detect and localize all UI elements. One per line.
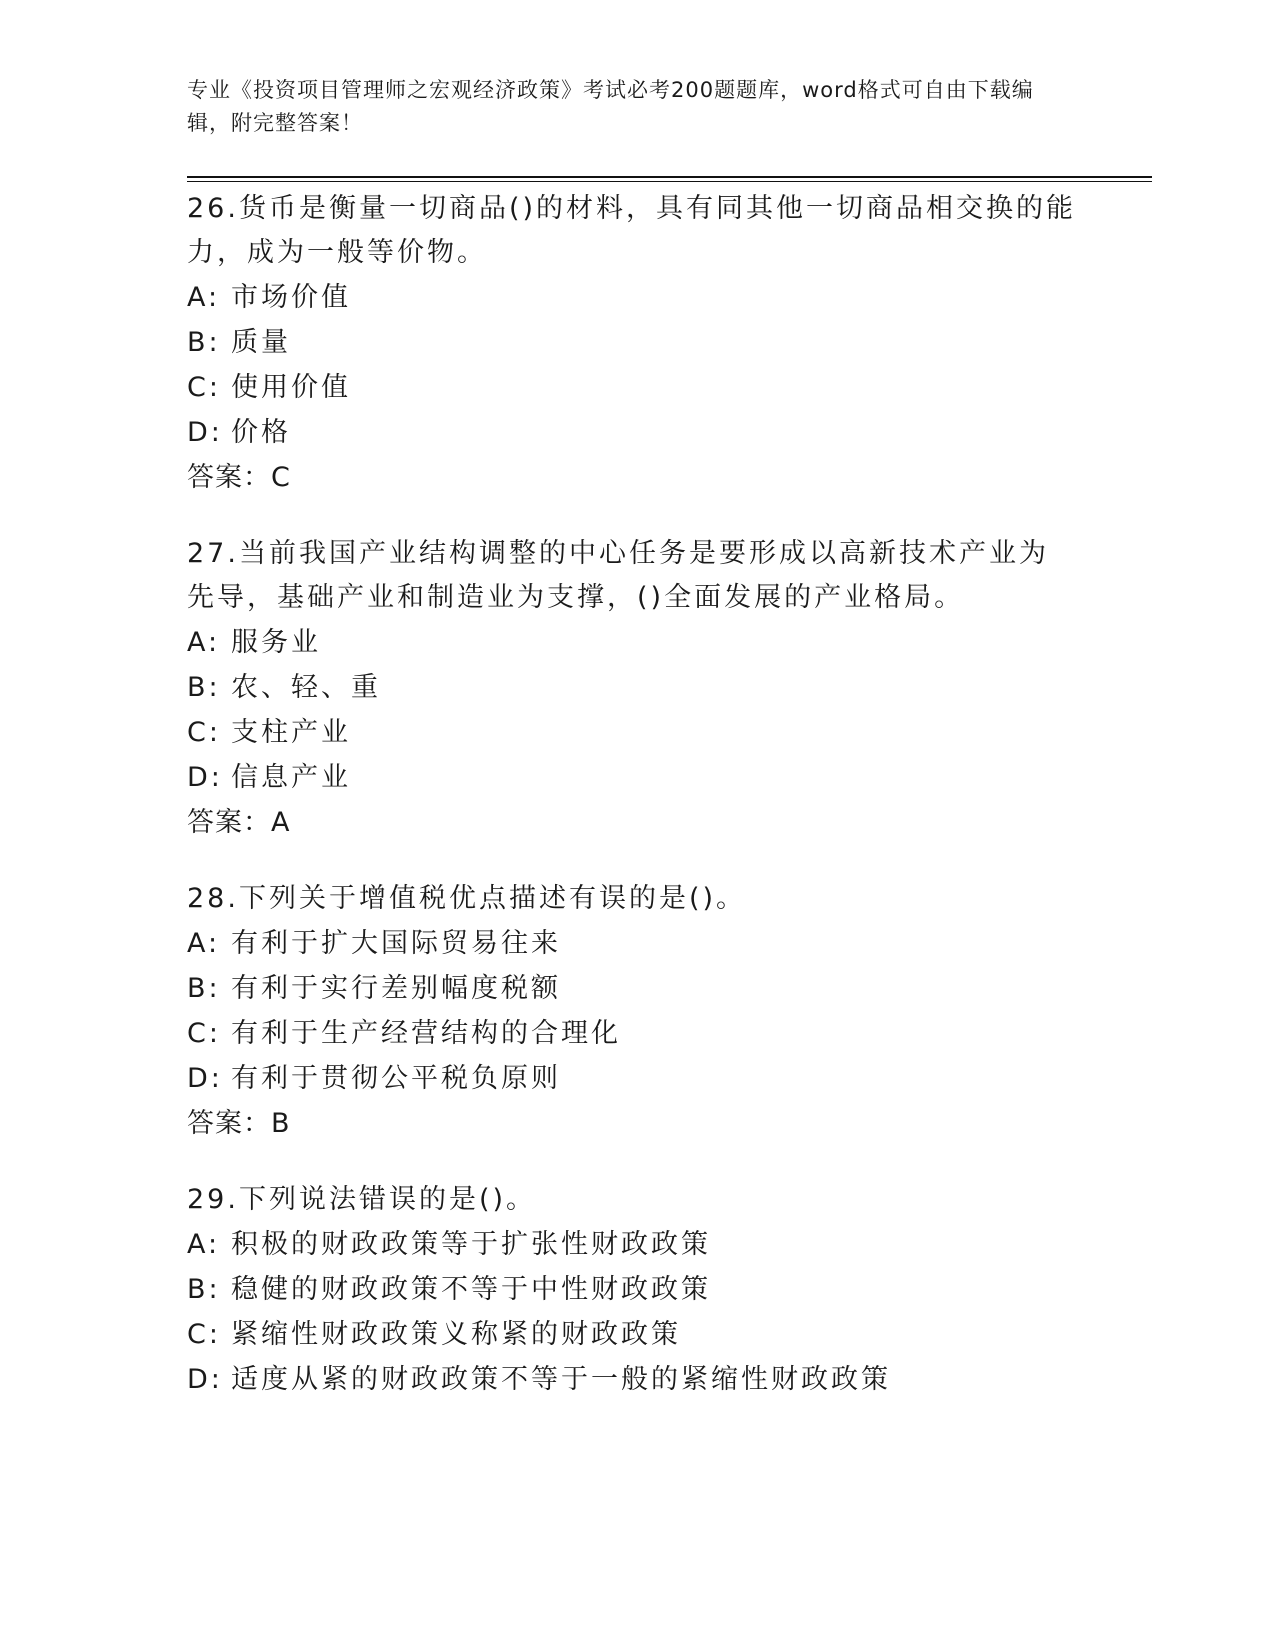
option-text: 质量 [231,327,291,358]
option-text: 有利于生产经营结构的合理化 [231,1018,621,1049]
option-key: D: [187,1063,223,1094]
option-c [187,1011,1152,1056]
option-d [187,755,1152,800]
answer-line [187,1101,1152,1146]
option-d [187,1357,1152,1402]
question-29 [187,1178,1152,1402]
answer-value: C [271,462,291,493]
question-list [187,187,1152,1434]
option-c [187,365,1152,410]
question-text: 29.下列说法错误的是()。 [187,1184,537,1215]
header-divider-thin [187,181,1152,182]
option-text: 支柱产业 [231,717,351,748]
option-a [187,275,1152,320]
option-key: C: [187,1319,221,1350]
option-b [187,665,1152,710]
answer-label: 答案： [187,1108,271,1139]
option-key: A: [187,282,221,313]
option-key: C: [187,372,221,403]
option-key: A: [187,627,221,658]
question-26 [187,187,1152,500]
option-text: 有利于贯彻公平税负原则 [231,1063,561,1094]
option-d [187,1056,1152,1101]
answer-value: A [271,807,291,838]
question-27 [187,532,1152,845]
question-28 [187,877,1152,1146]
option-text: 服务业 [231,627,321,658]
option-a [187,921,1152,966]
option-key: B: [187,1274,221,1305]
option-key: B: [187,672,221,703]
option-d [187,410,1152,455]
option-c [187,1312,1152,1357]
answer-label: 答案： [187,807,271,838]
question-text: 26.货币是衡量一切商品()的材料，具有同其他一切商品相交换的能力，成为一般等价物。 [187,193,1077,268]
option-text: 使用价值 [231,372,351,403]
option-text: 信息产业 [231,762,351,793]
option-key: C: [187,1018,221,1049]
option-key: D: [187,1364,223,1395]
option-text: 有利于扩大国际贸易往来 [231,928,561,959]
option-b [187,966,1152,1011]
option-a [187,1222,1152,1267]
option-b [187,320,1152,365]
header-divider-thick [187,176,1152,178]
option-key: C: [187,717,221,748]
option-key: A: [187,1229,221,1260]
option-c [187,710,1152,755]
option-key: D: [187,762,223,793]
answer-label: 答案： [187,462,271,493]
option-a [187,620,1152,665]
option-key: B: [187,973,221,1004]
answer-line [187,800,1152,845]
option-text: 积极的财政政策等于扩张性财政政策 [231,1229,711,1260]
option-text: 价格 [231,417,291,448]
option-text: 有利于实行差别幅度税额 [231,973,561,1004]
document-header: 专业《投资项目管理师之宏观经济政策》考试必考200题题库，word格式可自由下载编辑，附完整答案！ [187,78,1034,135]
option-text: 适度从紧的财政政策不等于一般的紧缩性财政政策 [231,1364,891,1395]
question-text: 27.当前我国产业结构调整的中心任务是要形成以高新技术产业为先导，基础产业和制造业为支撑，()全面发展的产业格局。 [187,538,1049,613]
option-key: D: [187,417,223,448]
option-text: 紧缩性财政政策义称紧的财政政策 [231,1319,681,1350]
question-text: 28.下列关于增值税优点描述有误的是()。 [187,883,747,914]
option-text: 农、轻、重 [231,672,381,703]
option-b [187,1267,1152,1312]
answer-value: B [271,1108,291,1139]
answer-line [187,455,1152,500]
option-key: A: [187,928,221,959]
option-key: B: [187,327,221,358]
option-text: 稳健的财政政策不等于中性财政政策 [231,1274,711,1305]
option-text: 市场价值 [231,282,351,313]
